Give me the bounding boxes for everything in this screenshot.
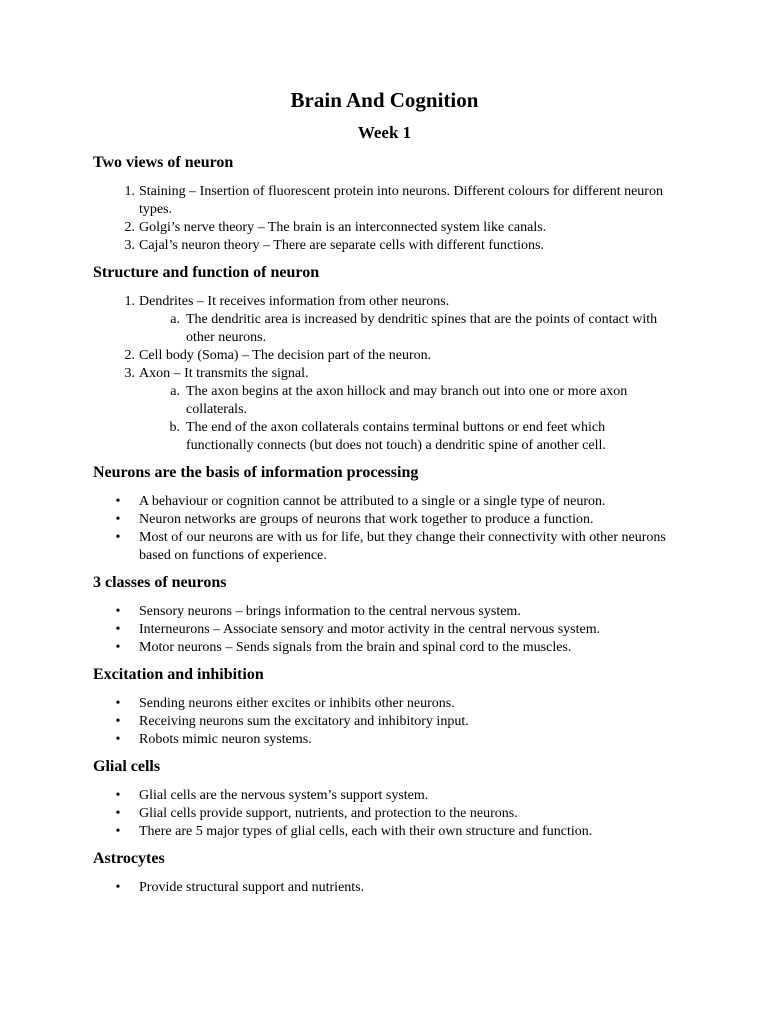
list-item-text: Cell body (Soma) – The decision part of the neuron.: [139, 348, 432, 363]
list-item-text: There are 5 major types of glial cells, each with their own structure and function.: [139, 824, 593, 839]
list-marker: 1.: [124, 294, 135, 309]
bullet-icon: •: [115, 622, 121, 637]
list-item-text: A behaviour or cognition cannot be attributed to a single or a single type of neuron.: [139, 494, 606, 509]
list-item: [93, 237, 676, 255]
list-item: [93, 347, 676, 365]
sub-list-item: [93, 311, 676, 347]
list-item: [93, 529, 676, 565]
sub-list-marker: a.: [170, 384, 180, 399]
list-marker: 2.: [124, 348, 135, 363]
bullet-icon: •: [115, 640, 121, 655]
section-astrocytes: [93, 849, 676, 897]
list-item-text: Sensory neurons – brings information to the central nervous system.: [139, 604, 521, 619]
document-subtitle: Week 1: [357, 123, 412, 142]
section-heading: 3 classes of neurons: [93, 574, 227, 591]
list-item-text: Axon – It transmits the signal.: [139, 366, 309, 381]
sub-list-marker: a.: [170, 312, 180, 327]
list-marker: 2.: [124, 220, 135, 235]
list-item-text: Glial cells are the nervous system’s support system.: [139, 788, 429, 803]
list-item: [93, 805, 676, 823]
sub-list-item-text: The axon begins at the axon hillock and may branch out into one or more axon collaterals.: [186, 384, 628, 417]
list-item: [93, 731, 676, 749]
list-item-text: Golgi’s nerve theory – The brain is an interconnected system like canals.: [139, 220, 547, 235]
section-information-processing: [93, 463, 676, 565]
list-item: [93, 293, 676, 311]
sub-list-item-text: The dendritic area is increased by dendritic spines that are the points of contact with other neurons.: [186, 312, 658, 345]
list-item: [93, 511, 676, 529]
bullet-icon: •: [115, 494, 121, 509]
sub-list-item: [93, 383, 676, 419]
bullet-list: [93, 787, 676, 841]
section-heading: Glial cells: [93, 758, 161, 775]
bullet-icon: •: [115, 732, 121, 747]
section-heading: Structure and function of neuron: [93, 264, 320, 281]
document-title: Brain And Cognition: [290, 88, 479, 112]
section-heading: Astrocytes: [93, 850, 165, 867]
list-item: [93, 493, 676, 511]
bullet-list: [93, 879, 676, 897]
list-item: [93, 879, 676, 897]
bullet-icon: •: [115, 604, 121, 619]
list-marker: 1.: [124, 184, 135, 199]
bullet-icon: •: [115, 714, 121, 729]
bullet-icon: •: [115, 696, 121, 711]
section-glial-cells: [93, 757, 676, 841]
list-item-text: Cajal’s neuron theory – There are separate cells with different functions.: [139, 238, 544, 253]
list-item-text: Dendrites – It receives information from other neurons.: [139, 294, 450, 309]
bullet-icon: •: [115, 880, 121, 895]
list-item-text: Glial cells provide support, nutrients, and protection to the neurons.: [139, 806, 518, 821]
section-heading: Excitation and inhibition: [93, 666, 264, 683]
list-item: [93, 695, 676, 713]
list-item-text: Motor neurons – Sends signals from the brain and spinal cord to the muscles.: [139, 640, 572, 655]
list-item: [93, 713, 676, 731]
list-item: [93, 219, 676, 237]
numbered-list: [93, 183, 676, 255]
section-structure-and-function: [93, 263, 676, 455]
list-item: [93, 787, 676, 805]
bullet-icon: •: [115, 530, 121, 545]
list-item-text: Robots mimic neuron systems.: [139, 732, 312, 747]
list-item-text: Provide structural support and nutrients.: [139, 880, 365, 895]
sub-list-marker: b.: [169, 420, 180, 435]
section-heading: Neurons are the basis of information processing: [93, 464, 419, 481]
list-item: [93, 365, 676, 383]
section-two-views-of-neuron: [93, 153, 676, 255]
bullet-list: [93, 603, 676, 657]
bullet-list: [93, 493, 676, 565]
bullet-icon: •: [115, 806, 121, 821]
list-item: [93, 621, 676, 639]
list-item-text: Interneurons – Associate sensory and motor activity in the central nervous system.: [139, 622, 601, 637]
list-marker: 3.: [124, 366, 135, 381]
sub-list-item-text: The end of the axon collaterals contains terminal buttons or end feet which functionally connects (but does not touch) a dendritic spine of another cell.: [186, 420, 606, 453]
list-item-text: Sending neurons either excites or inhibits other neurons.: [139, 696, 455, 711]
list-item: [93, 603, 676, 621]
bullet-icon: •: [115, 788, 121, 803]
numbered-list: [93, 293, 676, 455]
bullet-icon: •: [115, 824, 121, 839]
section-heading: Two views of neuron: [93, 154, 234, 171]
list-item: [93, 183, 676, 219]
list-item: [93, 823, 676, 841]
list-marker: 3.: [124, 238, 135, 253]
section-excitation-and-inhibition: [93, 665, 676, 749]
list-item-text: Staining – Insertion of fluorescent protein into neurons. Different colours for different neuron types.: [139, 184, 663, 217]
sub-list-item: [93, 419, 676, 455]
bullet-list: [93, 695, 676, 749]
list-item-text: Most of our neurons are with us for life, but they change their connectivity with other neurons based on functions of experience.: [139, 530, 666, 563]
section-classes-of-neurons: [93, 573, 676, 657]
list-item-text: Neuron networks are groups of neurons that work together to produce a function.: [139, 512, 594, 527]
list-item: [93, 639, 676, 657]
bullet-icon: •: [115, 512, 121, 527]
list-item-text: Receiving neurons sum the excitatory and inhibitory input.: [139, 714, 469, 729]
